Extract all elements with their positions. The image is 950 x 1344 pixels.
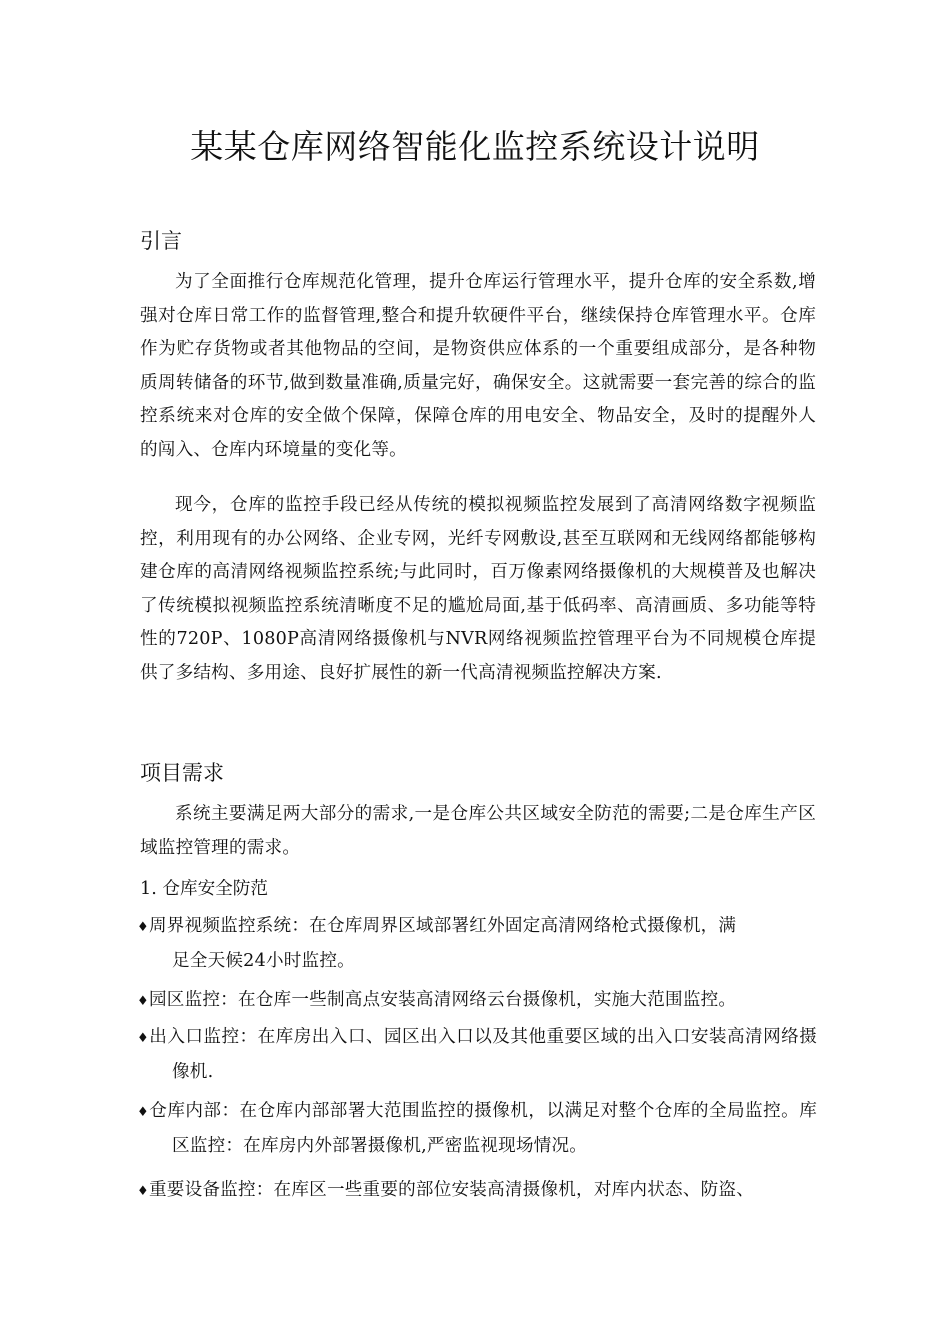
bullet-text-continued: 足全天候24小时监控。: [172, 950, 355, 971]
diamond-bullet-icon: ♦: [137, 920, 149, 935]
bullet-text: 仓库内部：在仓库内部部署大范围监控的摄像机，以满足对整个仓库的全局监控。库区监控：在库房内外部署摄像机,严密监视现场情况。: [149, 1101, 817, 1156]
section-heading-requirements: 项目需求: [140, 761, 224, 785]
diamond-bullet-icon: ♦: [137, 1105, 149, 1120]
bullet-item: [137, 910, 817, 978]
intro-paragraph-2: 现今，仓库的监控手段已经从传统的模拟视频监控发展到了高清网络数字视频监控，利用现有的办公网络、企业专网，光纤专网敷设,甚至互联网和无线网络都能够构建仓库的高清网络视频监控系统;与此同时，百万像素网络摄像机的大规模普及也解决了传统模拟视频监控系统清晰度不足的尴尬局面,基于低码率、高清画质、多功能等特性的720P、1080P高清网络摄像机与NVR网络视频监控管理平台为不同规模仓库提供了多结构、多用途、良好扩展性的新一代高清视频监控解决方案.: [140, 495, 816, 683]
diamond-bullet-icon: ♦: [137, 1031, 149, 1046]
bullet-item: [137, 1021, 817, 1089]
diamond-bullet-icon: ♦: [137, 1184, 149, 1199]
numbered-item-1: 1. 仓库安全防范: [140, 879, 268, 899]
requirements-paragraph: 系统主要满足两大部分的需求,一是仓库公共区域安全防范的需要;二是仓库生产区域监控管理的需求。: [140, 804, 816, 858]
intro-paragraph-1: 为了全面推行仓库规范化管理，提升仓库运行管理水平，提升仓库的安全系数,增强对仓库日常工作的监督管理,整合和提升软硬件平台，继续保持仓库管理水平。仓库作为贮存货物或者其他物品的空间，是物资供应体系的一个重要组成部分，是各种物质周转储备的环节,做到数量准确,质量完好，确保安全。这就需要一套完善的综合的监控系统来对仓库的安全做个保障，保障仓库的用电安全、物品安全，及时的提醒外人的闯入、仓库内环境量的变化等。: [140, 272, 816, 460]
bullet-text: 出入口监控：在库房出入口、园区出入口以及其他重要区域的出入口安装高清网络摄像机.: [149, 1027, 817, 1082]
bullet-text: 周界视频监控系统：在仓库周界区域部署红外固定高清网络枪式摄像机，满: [149, 916, 737, 936]
bullet-text: 重要设备监控：在库区一些重要的部位安装高清摄像机，对库内状态、防盗、: [149, 1180, 754, 1200]
bullet-item: [137, 984, 817, 1019]
section-heading-intro: 引言: [140, 229, 182, 253]
bullet-item: [137, 1095, 817, 1163]
bullet-item: [137, 1174, 817, 1209]
diamond-bullet-icon: ♦: [137, 994, 149, 1009]
document-title: 某某仓库网络智能化监控系统设计说明: [190, 127, 760, 166]
bullet-text: 园区监控：在仓库一些制高点安装高清网络云台摄像机，实施大范围监控。: [149, 990, 737, 1010]
